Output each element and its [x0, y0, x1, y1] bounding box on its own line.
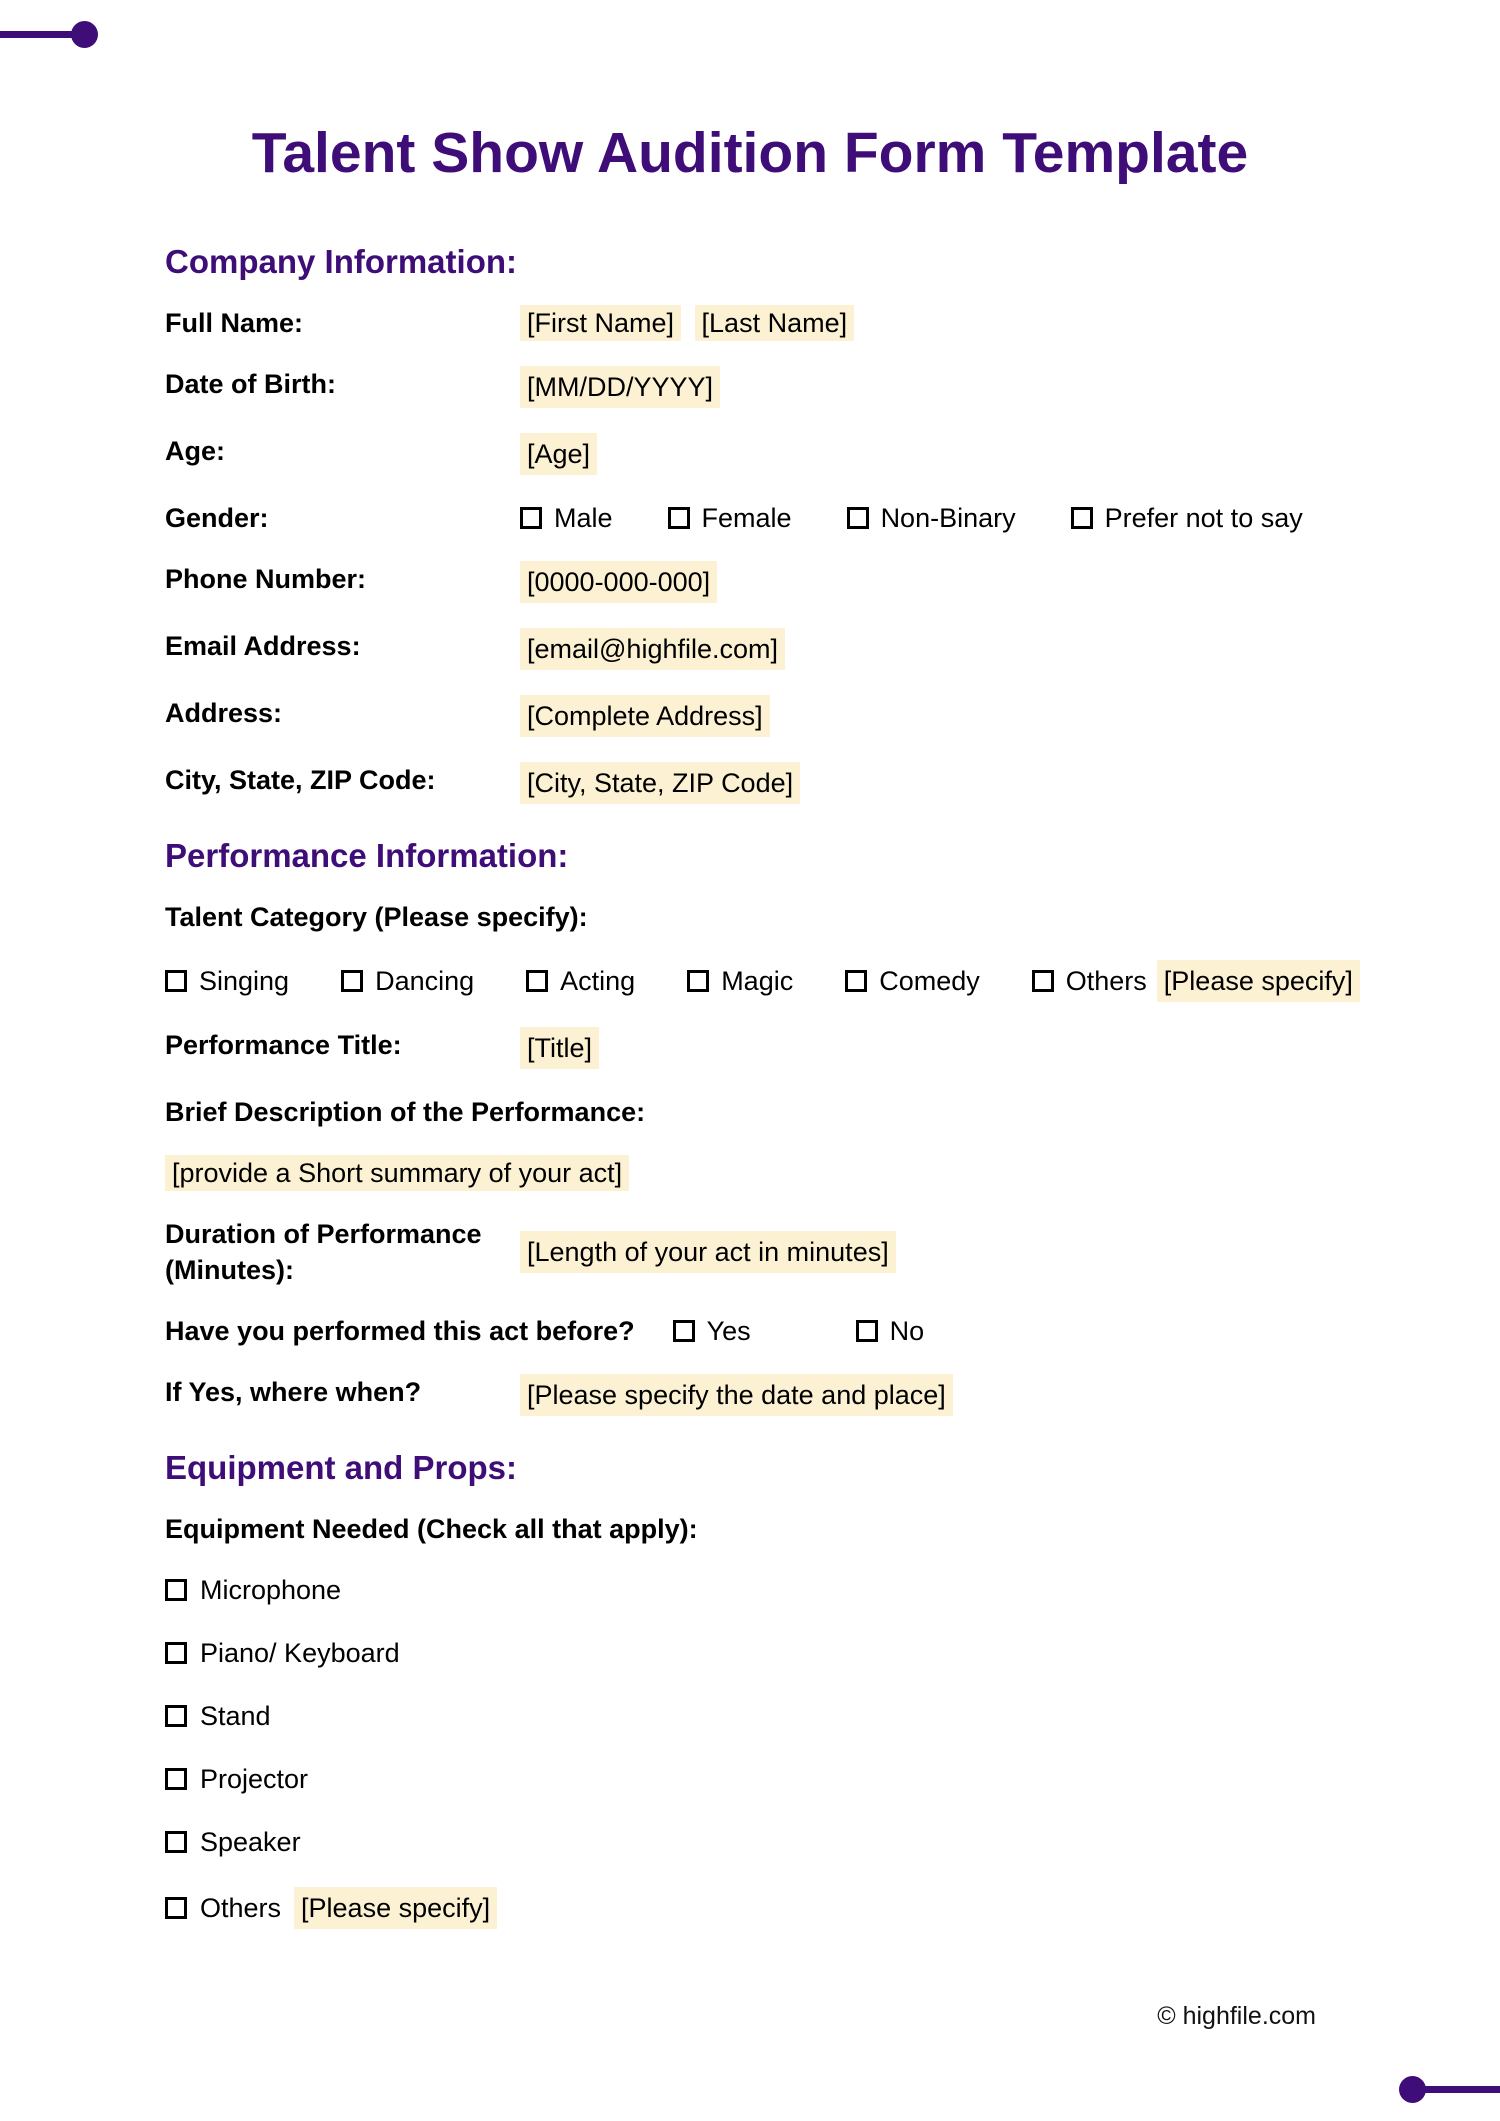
section-heading-equipment-and-props: Equipment and Props:: [165, 1449, 518, 1486]
checkbox-speaker[interactable]: [165, 1831, 187, 1853]
checkbox-male[interactable]: [520, 507, 542, 529]
field-row-gender: [165, 500, 1340, 536]
checkbox-speaker-label: Speaker: [200, 1827, 301, 1857]
checkbox-acting[interactable]: [526, 970, 548, 992]
full-name-value: [520, 305, 854, 341]
equipment-option-stand: [165, 1698, 1340, 1734]
checkbox-others-equipment[interactable]: [165, 1897, 187, 1919]
checkbox-magic-label: Magic: [721, 966, 794, 996]
section-heading-performance-information: Performance Information:: [165, 837, 569, 874]
checkbox-yes-label: Yes: [706, 1316, 751, 1346]
gender-option-non-binary: [847, 500, 1016, 536]
city-state-zip-placeholder[interactable]: [City, State, ZIP Code]: [520, 762, 800, 804]
performance-title-placeholder[interactable]: [Title]: [520, 1027, 599, 1069]
address-placeholder[interactable]: [Complete Address]: [520, 695, 770, 737]
talent-others-placeholder[interactable]: [Please specify]: [1157, 960, 1360, 1002]
field-row-date-of-birth: [165, 366, 1340, 408]
description-value-line: [165, 1155, 1340, 1191]
checkbox-prefer-not-to-say[interactable]: [1071, 507, 1093, 529]
field-row-if-yes: [165, 1374, 1340, 1416]
field-row-city-state-zip: [165, 762, 1340, 804]
checkbox-singing-label: Singing: [199, 966, 290, 996]
gender-option-prefer-not-to-say: [1071, 500, 1303, 536]
field-row-duration: [165, 1216, 1340, 1288]
bottom-right-decoration-line: [1413, 2086, 1500, 2093]
checkbox-acting-label: Acting: [560, 966, 636, 996]
address-label: Address:: [165, 698, 283, 728]
checkbox-others-talent[interactable]: [1032, 970, 1054, 992]
footer-copyright: © highfile.com: [1157, 2002, 1316, 2030]
talent-option-singing: [165, 963, 289, 999]
description-label: Brief Description of the Performance:: [165, 1097, 646, 1127]
equipment-option-piano-keyboard: [165, 1635, 1340, 1671]
talent-option-magic: [687, 963, 793, 999]
field-row-email-address: [165, 628, 1340, 670]
field-row-full-name: [165, 305, 1340, 341]
checkbox-dancing[interactable]: [341, 970, 363, 992]
checkbox-piano-keyboard[interactable]: [165, 1642, 187, 1664]
checkbox-non-binary-label: Non-Binary: [880, 503, 1016, 533]
age-label: Age:: [165, 436, 225, 466]
bottom-right-decoration-dot: [1399, 2076, 1426, 2103]
checkbox-magic[interactable]: [687, 970, 709, 992]
equipment-option-others: [165, 1887, 1340, 1929]
checkbox-dancing-label: Dancing: [375, 966, 475, 996]
duration-label: Duration of Performance (Minutes):: [165, 1219, 482, 1285]
field-row-phone-number: [165, 561, 1340, 603]
phone-number-placeholder[interactable]: [0000-000-000]: [520, 561, 717, 603]
gender-option-male: [520, 500, 613, 536]
checkbox-comedy[interactable]: [845, 970, 867, 992]
top-left-decoration-line: [0, 31, 78, 38]
checkbox-projector-label: Projector: [200, 1764, 309, 1794]
performed-before-option-no: [856, 1313, 925, 1349]
date-of-birth-label: Date of Birth:: [165, 369, 336, 399]
checkbox-others-equipment-label: Others: [200, 1893, 282, 1923]
phone-number-label: Phone Number:: [165, 564, 367, 594]
equipment-option-projector: [165, 1761, 1340, 1797]
talent-option-acting: [526, 963, 635, 999]
date-of-birth-placeholder[interactable]: [MM/DD/YYYY]: [520, 366, 720, 408]
checkbox-stand[interactable]: [165, 1705, 187, 1727]
performed-before-option-yes: [673, 1313, 751, 1349]
equipment-needed-label: Equipment Needed (Check all that apply):: [165, 1514, 698, 1544]
full-name-label: Full Name:: [165, 308, 304, 338]
equipment-option-microphone: [165, 1572, 1340, 1608]
checkbox-non-binary[interactable]: [847, 507, 869, 529]
duration-placeholder[interactable]: [Length of your act in minutes]: [520, 1231, 896, 1273]
gender-options: [520, 500, 1303, 536]
first-name-placeholder[interactable]: [First Name]: [520, 305, 681, 341]
checkbox-female[interactable]: [668, 507, 690, 529]
talent-category-label: Talent Category (Please specify):: [165, 902, 588, 932]
form-content: [0, 242, 1500, 1929]
performance-title-label: Performance Title:: [165, 1030, 402, 1060]
checkbox-comedy-label: Comedy: [879, 966, 980, 996]
performed-before-label: Have you performed this act before?: [165, 1316, 635, 1346]
if-yes-label: If Yes, where when?: [165, 1377, 422, 1407]
page-title: Talent Show Audition Form Template: [251, 121, 1249, 185]
checkbox-yes[interactable]: [673, 1320, 695, 1342]
checkbox-projector[interactable]: [165, 1768, 187, 1790]
field-row-performance-title: [165, 1027, 1340, 1069]
field-row-address: [165, 695, 1340, 737]
checkbox-microphone-label: Microphone: [200, 1575, 342, 1605]
age-placeholder[interactable]: [Age]: [520, 433, 597, 475]
checkbox-microphone[interactable]: [165, 1579, 187, 1601]
section-heading-company-information: Company Information:: [165, 243, 517, 280]
checkbox-no[interactable]: [856, 1320, 878, 1342]
equipment-others-placeholder[interactable]: [Please specify]: [294, 1887, 497, 1929]
field-row-age: [165, 433, 1340, 475]
checkbox-piano-keyboard-label: Piano/ Keyboard: [200, 1638, 400, 1668]
talent-option-dancing: [341, 963, 474, 999]
checkbox-female-label: Female: [701, 503, 792, 533]
equipment-option-speaker: [165, 1824, 1340, 1860]
email-address-placeholder[interactable]: [email@highfile.com]: [520, 628, 785, 670]
checkbox-prefer-not-to-say-label: Prefer not to say: [1104, 503, 1303, 533]
city-state-zip-label: City, State, ZIP Code:: [165, 765, 436, 795]
last-name-placeholder[interactable]: [Last Name]: [695, 305, 855, 341]
if-yes-placeholder[interactable]: [Please specify the date and place]: [520, 1374, 953, 1416]
checkbox-singing[interactable]: [165, 970, 187, 992]
top-left-decoration-dot: [71, 21, 98, 48]
checkbox-no-label: No: [889, 1316, 925, 1346]
email-address-label: Email Address:: [165, 631, 361, 661]
talent-category-options: [165, 960, 1353, 1002]
checkbox-stand-label: Stand: [200, 1701, 271, 1731]
field-row-performed-before: [165, 1313, 1340, 1349]
description-placeholder[interactable]: [provide a Short summary of your act]: [165, 1155, 629, 1191]
gender-label: Gender:: [165, 503, 269, 533]
checkbox-male-label: Male: [554, 503, 613, 533]
checkbox-others-talent-label: Others: [1065, 966, 1147, 996]
gender-option-female: [668, 500, 792, 536]
talent-option-others: [1032, 960, 1360, 1002]
talent-option-comedy: [845, 963, 980, 999]
